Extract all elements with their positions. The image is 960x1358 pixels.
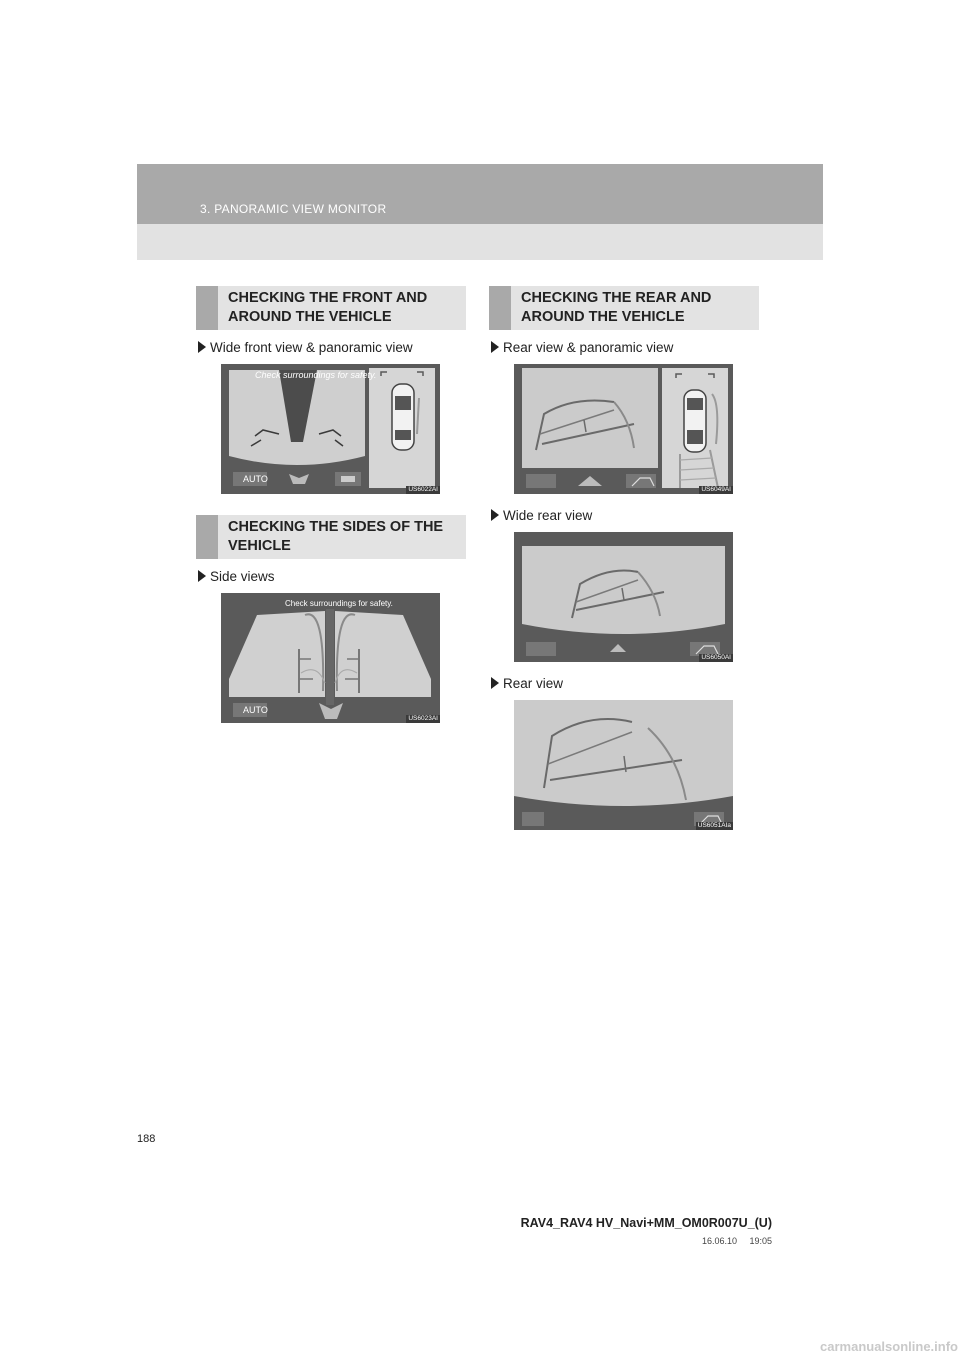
triangle-bullet-icon — [198, 341, 206, 353]
screen-wide-rear — [514, 532, 733, 662]
heading-line-1: CHECKING THE SIDES OF THE — [228, 519, 444, 535]
screen-wide-front — [221, 364, 440, 494]
wide-rear-camera-image — [514, 532, 733, 662]
page-number: 188 — [137, 1133, 156, 1145]
heading-line-2: VEHICLE — [228, 538, 291, 554]
heading-bar — [196, 515, 218, 559]
triangle-bullet-icon — [198, 570, 206, 582]
rear-panoramic-camera-image — [514, 364, 733, 494]
figure-code: US6022AI — [408, 486, 438, 493]
screen-rear-panoramic — [514, 364, 733, 494]
section-heading-sides — [196, 515, 466, 559]
item-wide-front: Wide front view & panoramic view — [198, 340, 413, 355]
heading-bar — [489, 286, 511, 330]
auto-button-label: AUTO — [243, 705, 268, 715]
heading-line-1: CHECKING THE FRONT AND — [228, 290, 428, 306]
triangle-bullet-icon — [491, 509, 499, 521]
heading-line-1: CHECKING THE REAR AND — [521, 290, 712, 306]
triangle-bullet-icon — [491, 341, 499, 353]
heading-line-2: AROUND THE VEHICLE — [228, 309, 392, 325]
section-heading-rear — [489, 286, 759, 330]
item-side-views: Side views — [198, 569, 275, 584]
triangle-bullet-icon — [491, 677, 499, 689]
figure-code: US6050AI — [701, 654, 731, 661]
item-rear-panoramic: Rear view & panoramic view — [491, 340, 673, 355]
item-rear: Rear view — [491, 676, 563, 691]
item-wide-rear: Wide rear view — [491, 508, 592, 523]
side-camera-image — [221, 593, 440, 723]
watermark: carmanualsonline.info — [820, 1339, 958, 1354]
section-heading-front — [196, 286, 466, 330]
print-timestamp: 16.06.10 19:05 — [701, 1236, 772, 1246]
screen-rear — [514, 700, 733, 830]
chapter-title: 3. PANORAMIC VIEW MONITOR — [200, 202, 387, 216]
auto-button-label: AUTO — [243, 474, 268, 484]
figure-code: US6023AI — [408, 715, 438, 722]
rear-camera-image — [514, 700, 733, 830]
heading-bar — [196, 286, 218, 330]
figure-code: US6049AI — [701, 486, 731, 493]
heading-line-2: AROUND THE VEHICLE — [521, 309, 685, 325]
safety-message: Check surroundings for safety. — [285, 599, 393, 608]
document-id: RAV4_RAV4 HV_Navi+MM_OM0R007U_(U) — [520, 1216, 772, 1230]
figure-code: US6051AIa — [697, 822, 731, 829]
safety-message: Check surroundings for safety. — [255, 370, 377, 380]
screen-side-views — [221, 593, 440, 723]
header-subband — [137, 224, 823, 260]
